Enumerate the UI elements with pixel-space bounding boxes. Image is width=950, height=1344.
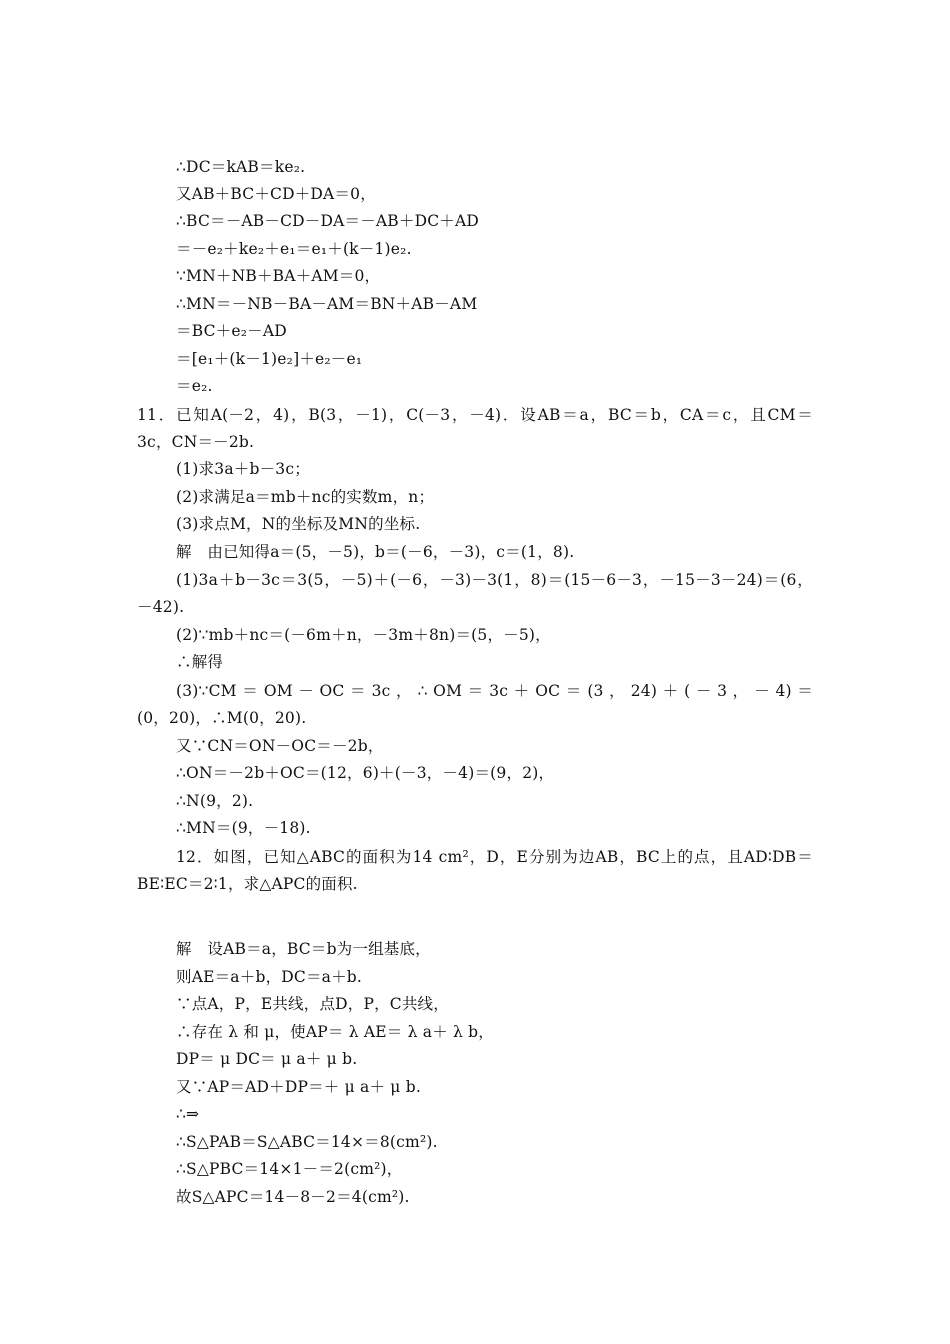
text-line: ＝e₂. [176,377,213,395]
text-line: ∴N(9，2). [176,792,254,810]
text-line: ＝－e₂＋ke₂＋e₁＝e₁＋(k－1)e₂. [176,240,412,258]
text-line: ＝[e₁＋(k－1)e₂]＋e₂－e₁ [176,350,363,368]
text-line: ∴存在 λ 和 μ，使AP＝ λ AE＝ λ a＋ λ b， [176,1023,495,1041]
text-line: ∵MN＋NB＋BA＋AM＝0， [176,267,381,285]
text-line: 解 设AB＝a，BC＝b为一组基底， [176,940,431,958]
text-line: (1)3a＋b－3c＝3(5，－5)＋(－6，－3)－3(1，8)＝(15－6－3，－15－3－24)＝(6， [176,571,813,589]
text-line: ∴⇒ [176,1105,200,1123]
problem-11-line: 3c，CN＝－2b. [137,433,255,451]
text-line: ∴S△PAB＝S△ABC＝14×＝8(cm²). [176,1133,438,1151]
text-line: 则AE＝a＋b，DC＝a＋b. [176,968,363,986]
text-line: DP＝ μ DC＝ μ a＋ μ b. [176,1050,358,1068]
text-line: ∴ON＝－2b＋OC＝(12，6)＋(－3，－4)＝(9，2)， [176,764,555,782]
text-line: ＝BC＋e₂－AD [176,322,287,340]
text-line: 解 由已知得a＝(5，－5)，b＝(－6，－3)，c＝(1，8). [176,543,575,561]
text-line: ∴MN＝(9，－18). [176,819,311,837]
problem-11-line: 11．已知A(－2，4)，B(3，－1)，C(－3，－4)．设AB＝a，BC＝b，CA＝c，且CM＝ [137,406,813,424]
text-line: ∴BC＝－AB－CD－DA＝－AB＋DC＋AD [176,212,479,230]
text-line: ∴MN＝－NB－BA－AM＝BN＋AB－AM [176,295,478,313]
text-line: (2)∵mb＋nc＝(－6m＋n，－3m＋8n)＝(5，－5)， [176,626,551,644]
problem-12-line: 12．如图，已知△ABC的面积为14 cm²，D，E分别为边AB，BC上的点，且AD∶DB＝ [176,848,813,866]
text-line: ∴解得 [176,653,224,671]
text-line: 又AB＋BC＋CD＋DA＝0， [176,185,376,203]
text-line: 又∵CN＝ON－OC＝－2b， [176,737,384,755]
text-line: ∴DC＝kAB＝ke₂. [176,158,306,176]
text-line: (3)求点M，N的坐标及MN的坐标. [176,515,421,533]
text-line: (0，20)，∴M(0，20). [137,709,307,727]
problem-12-line: BE∶EC＝2∶1，求△APC的面积. [137,875,358,893]
text-line: (2)求满足a＝mb＋nc的实数m，n； [176,488,435,506]
text-line: 故S△APC＝14－8－2＝4(cm²). [176,1188,410,1206]
text-line: ∴S△PBC＝14×1－＝2(cm²)， [176,1160,403,1178]
text-line: ∵点A，P，E共线，点D，P，C共线， [176,995,449,1013]
text-line: 又∵AP＝AD＋DP＝＋ μ a＋ μ b. [176,1078,421,1096]
text-line: －42). [137,598,185,616]
text-line: (1)求3a＋b－3c； [176,460,310,478]
text-line: (3)∵CM ＝ OM － OC ＝ 3c ， ∴ OM ＝ 3c ＋ OC ＝ (3 ， 24) ＋ ( － 3 ， － 4) ＝ [176,682,813,700]
